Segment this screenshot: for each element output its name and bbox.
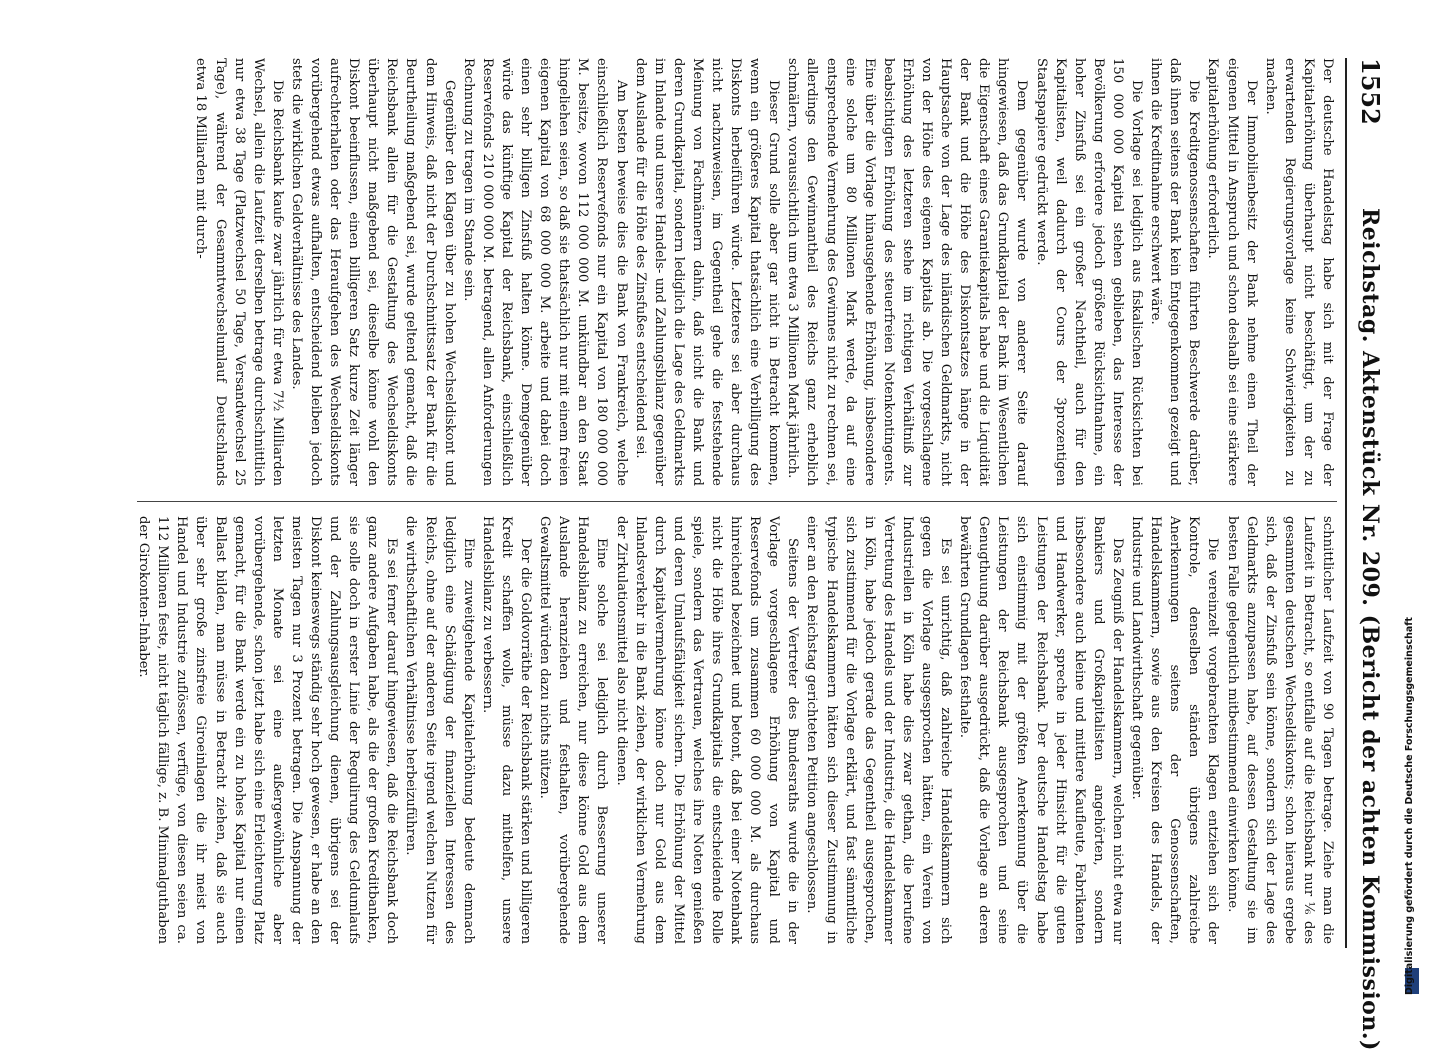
paragraph: Der Immobilienbesitz der Bank nehme einen Theil der eigenen Mittel in Anspruch und schon deshalb sei eine stärkere Kapitalerhöhung erforderlich. [1205, 58, 1259, 486]
rotated-scanned-page [67, 58, 1387, 1051]
paragraph: Eine solche sei lediglich durch Besserung unserer Handelsbilanz zu erreichen, nur diese könne Gold aus dem Auslande heranziehen und festhalten, vorübergehende Gewaltsmittel würden dazu nichts nützen. [537, 516, 610, 944]
right-text-column [127, 516, 1337, 944]
column-divider [137, 501, 1337, 502]
paragraph: Es sei ferner darauf hingewiesen, daß die Reichsbank doch ganz andere Aufgaben habe, als die der großen Kreditbanken, sie solle doch in erster Linie der Regulirung des Geldumlaufs und der Zahlungsausgleichung dienen, übrigens sei der Diskont keineswegs ständig sehr hoch gewesen, er habe an den meisten Tagen nur 3 Prozent betragen. Die Anspannung der letzten Monate sei eine außergewöhnliche aber vorübergehende, schon jetzt habe sich eine Erleichterung Platz gemacht, für die Bank werde ein zu hohes Kapital nur einen Ballast bilden, man müsse in Betracht ziehen, daß sie auch über sehr große zinsfreie Giroeinlagen die ihr meist von Handel und Industrie zuflössen, verfüge, von diesen seien ca. 112 Millionen feste, nicht täglich fällige, z. B. Minimalguthaben der Girokonten-Inhaber. [136, 516, 400, 944]
paragraph: Die vereinzelt vorgebrachten Klagen entziehen sich der Kontrole, denselben ständen übrigens zahlreiche Anerkennungen seitens der Genossenschaften, Handelskammern, sowie aus den Kreisen des Handels, der Industrie und Landwirthschaft gegenüber. [1129, 516, 1221, 944]
paragraph: Am besten beweise dies die Bank von Frankreich, welche einschließlich Reservefonds nur ein Kapital von 180 000 000 M. besitze, wovon 112 000 000 M. unkündbar an den Staat hingeliehen seien, so daß sie thatsächlich nur mit einem freien eigenen Kapital von 68 000 000 M. arbeite und dabei doch einen sehr billigen Zinsfuß halten könne. Demgegenüber würde das künftige Kapital der Reichsbank, einschließlich Reservefonds 210 000 000 M. betragend, allen Anforderungen Rechnung zu tragen im Stande sein. [460, 58, 629, 486]
paragraph: Die Vorlage sei lediglich aus fiskalischen Rücksichten bei 150 000 000 Kapital stehen geblieben, das Interesse der Bevölkerung erfordere jedoch größere Rücksichtnahme, ein hoher Zinsfuß sei ein großer Nachtheil, auch für den Kapitalisten, weil dadurch der Cours der 3prozentigen Staatspapiere gedrückt werde. [1033, 58, 1145, 486]
paragraph: Dem gegenüber wurde von anderer Seite darauf hingewiesen, daß das Grundkapital der Bank im Wesentlichen die Eigenschaft eines Garantiekapitals habe und die Liquidität der Bank und die Höhe des Diskontsatzes hänge in der Hauptsache von der Lage des inländischen Geldmarkts, nicht von der Höhe des eigenen Kapitals ab. Die vorgeschlagene Erhöhung des letzteren stehe im richtigen Verhältniß zur beabsichtigten Erhöhung des steuerfreien Notenkontingents. Eine über die Vorlage hinausgehende Erhöhung, insbesondere eine solche um 80 Millionen Mark werde, da auf eine entsprechende Vermehrung des Gewinnes nicht zu rechnen sei, allerdings den Gewinnantheil des Reichs ganz erheblich schmälern, voraussichtlich um etwa 3 Millionen Mark jährlich. [785, 58, 1030, 486]
header-rule [1345, 58, 1347, 948]
page-header [1351, 58, 1387, 1051]
paragraph: Das Zeugniß der Handelskammern, welchen nicht etwa nur Bankiers und Großkapitalisten angehörten, sondern insbesondere auch kleine und mittlere Kaufleute, Fabrikanten und Handwerker, spreche in jeder Hinsicht für die guten Leistungen der Reichsbank. Der deutsche Handelstag habe sich einstimmig mit der größten Anerkennung über die Leistungen der Reichsbank ausgesprochen und seine Genugthuung darüber ausgedrückt, daß die Vorlage an deren bewährten Grundlagen festhalte. [957, 516, 1125, 944]
paragraph: Seitens der Vertreter des Bundesraths wurde die in der Vorlage vorgeschlagene Erhöhung von Kapital und Reservefonds um zusammen 60 000 000 M. als durchaus hinreichend bezeichnet und betont, daß bei einer Notenbank nicht die Höhe ihres Grundkapitals die entscheidende Rolle spiele, sondern das Vertrauen, welches ihre Noten genießen und deren Umlaufsfähigkeit sichern. Die Erhöhung der Mittel durch Kapitalvermehrung könne doch nur Gold aus dem Inlandsverkehr in die Bank ziehen, der wirklichen Vermehrung der Zirkulationsmittel also nicht dienen. [613, 516, 801, 944]
left-text-column [127, 58, 1337, 486]
paragraph: Der deutsche Handelstag habe sich mit der Frage der Kapitalerhöhung überhaupt nicht beschäftigt, um der zu erwartenden Regierungsvorlage keine Schwierigkeiten zu machen. [1262, 58, 1335, 486]
paragraph: Die Reichsbank kaufe zwar jährlich für etwa 7½ Milliarden Wechsel, allein die Laufzeit derselben betrage durchschnittlich nur etwa 38 Tage (Platzwechsel 50 Tage, Versandwechsel 25 Tage), während der Gesammtwechselumlauf Deutschlands etwa 18 Milliarden mit durch- [193, 58, 285, 486]
page-number: 1552 [1356, 58, 1385, 125]
paragraph: Es sei unrichtig, daß zahlreiche Handelskammern sich gegen die Vorlage ausgesprochen hätten, ein Verein von Industriellen in Köln habe dies zwar gethan, die berufene Vertretung des Handels und der Industrie, die Handelskammer in Köln, habe jedoch gerade das Gegentheil ausgesprochen, sich zustimmend für die Vorlage erklärt, und fast sämmtliche typische Handelskammern hätten sich dieser Zustimmung in einer an den Reichstag gerichteten Petition angeschlossen. [804, 516, 954, 944]
running-title: Reichstag. Aktenstück Nr. 209. (Bericht der achten Kommission.) [1357, 208, 1383, 1051]
paragraph: Der die Goldvorräthe der Reichsbank stärken und billigeren Kredit schaffen wolle, müsse dazu mithelfen, unsere Handelsbilanz zu verbessern. [479, 516, 534, 944]
paragraph: schnittlicher Laufzeit von 90 Tagen betrage. Ziehe man die Laufzeit in Betracht, so entfalle auf die Reichsbank nur ⅙ des gesammten deutschen Wechseldiskonts; schon hieraus ergebe sich, daß der Zinsfuß sein könne, sondern sich der Lage des Geldmarkts anzupassen habe, auf dessen Gestaltung sie im besten Falle gelegentlich mitbestimmend einwirken könne. [1224, 516, 1335, 944]
paragraph: Die Kreditgenossenschaften führten Beschwerde darüber, daß ihnen seitens der Bank kein Entgegenkommen gezeigt und ihnen die Kreditnahme erschwert wäre. [1148, 58, 1202, 486]
digitization-credit: Digitalisierung gefördert durch die Deutsche Forschungsgemeinschaft [1404, 617, 1415, 995]
paragraph: Eine zuweitgehende Kapitalerhöhung bedeute demnach lediglich eine Schädigung der finanziellen Interessen des Reichs, ohne auf der anderen Seite irgend welchen Nutzen für die wirthschaftlichen Verhältnisse herbeizuführen. [403, 516, 476, 944]
paragraph: Dieser Grund solle aber gar nicht in Betracht kommen, wenn ein größeres Kapital thatsächlich eine Verbilligung des Diskonts herbeiführen würde. Letzteres sei aber durchaus nicht nachzuweisen, im Gegentheil gehe die feststehende Meinung von Fachmännern dahin, daß nicht die Bank und deren Grundkapital, sondern lediglich die Lage des Geldmarkts im Inlande und unsere Handels- und Zahlungsbilanz gegenüber dem Auslande für die Höhe des Zinsfußes entscheidend sei. [632, 58, 782, 486]
paragraph: Gegenüber den Klagen über zu hohen Wechseldiskont und dem Hinweis, daß nicht der Durchschnittssatz der Bank für die Beurtheilung maßgebend sei, wurde geltend gemacht, daß die Reichsbank allein für die Gestaltung des Wechseldiskonts überhaupt nicht maßgebend sei, dieselbe könne wohl den Diskont beeinflussen, einen billigeren Satz kurze Zeit länger aufrechterhalten oder das Heraufgehen des Wechseldiskonts vorübergehend etwas aufhalten, entscheidend bleiben jedoch stets die wirklichen Geldverhältnisse des Landes. [288, 58, 457, 486]
